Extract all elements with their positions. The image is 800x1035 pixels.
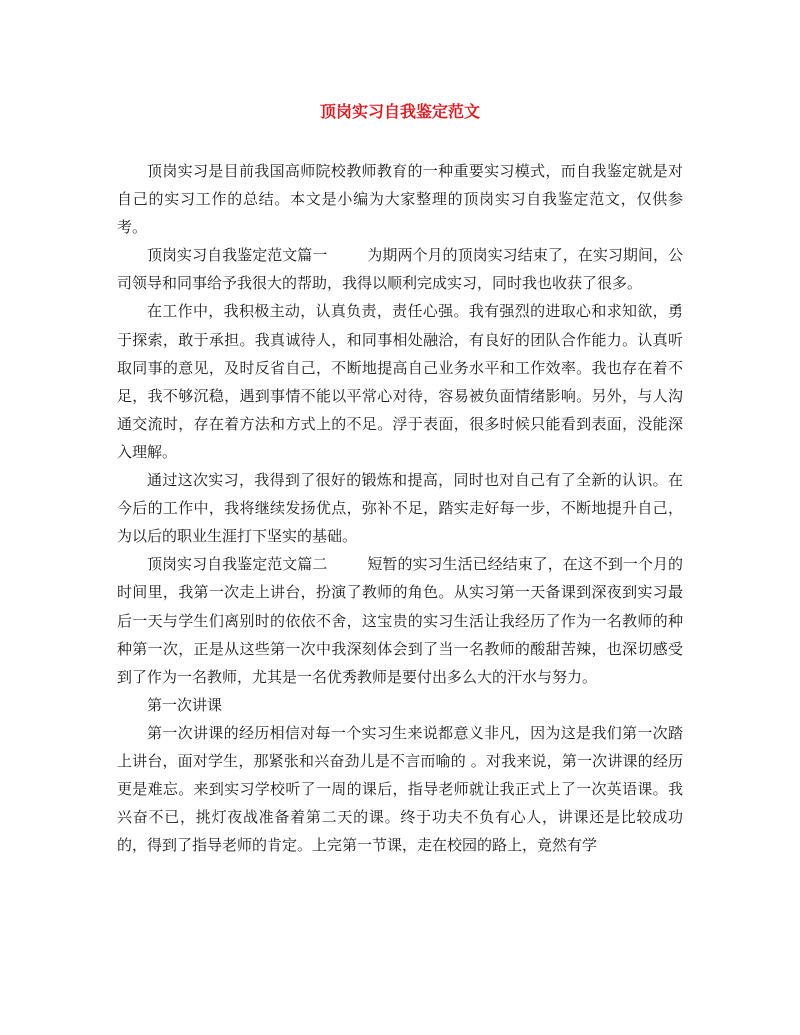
piece2-text-1: 短暂的实习生活已经结束了，在这不到一个月的时间里，我第一次走上讲台，扮演了教师的角色。从实习第一天备课到深夜到实习最后一天与学生们离别时的依依不舍，这宝贵的实习生活让我经历了作为一名教师的种种第一次，正是从这些第一次中我深刻体会到了当一名教师的酸甜苦辣，也深切感受到了作为一名教师，尤其是一名优秀教师是要付出多么大的汗水与努力。 [117, 555, 683, 686]
piece2-paragraph-1 [117, 550, 683, 690]
document-body [117, 157, 683, 859]
piece1-paragraph-3: 通过这次实习，我得到了很好的锻炼和提高，同时也对自己有了全新的认识。在今后的工作中，我将继续发扬优点，弥补不足，踏实走好每一步，不断地提升自己，为以后的职业生涯打下坚实的基础。 [117, 471, 683, 546]
section-paragraph-1: 第一次讲课的经历相信对每一个实习生来说都意义非凡，因为这是我们第一次踏上讲台，面对学生，那紧张和兴奋劲儿是不言而喻的 。对我来说，第一次讲课的经历更是难忘。来到实习学校听了一周的课后，指导老师就让我正式上了一次英语课。我兴奋不已，挑灯夜战准备着第二天的课。终于功夫不负有心人，讲课还是比较成功的，得到了指导老师的肯定。上完第一节课，走在校园的路上，竟然有学 [117, 723, 683, 855]
document-title: 顶岗实习自我鉴定范文 [319, 102, 480, 121]
piece1-text-1: 为期两个月的顶岗实习结束了，在实习期间，公司领导和同事给予我很大的帮助，我得以顺利完成实习，同时我也收获了很多。 [117, 246, 683, 293]
piece1-paragraph-1 [117, 241, 683, 297]
piece1-heading: 顶岗实习自我鉴定范文篇一 [147, 246, 328, 265]
intro-paragraph: 顶岗实习是目前我国高师院校教师教育的一种重要实习模式，而自我鉴定就是对自己的实习工作的总结。本文是小编为大家整理的顶岗实习自我鉴定范文，仅供参考。 [117, 162, 683, 237]
section-heading: 第一次讲课 [147, 695, 223, 714]
piece2-heading: 顶岗实习自我鉴定范文篇二 [147, 555, 328, 574]
piece1-paragraph-2: 在工作中，我积极主动，认真负责，责任心强。我有强烈的进取心和求知欲，勇于探索，敢于承担。我真诚待人，和同事相处融洽，有良好的团队合作能力。认真听取同事的意见，及时反省自己，不断地提高自己业务水平和工作效率。我也存在着不足，我不够沉稳，遇到事情不能以平常心对待，容易被负面情绪影响。另外，与人沟通交流时，存在着方法和方式上的不足。浮于表面，很多时候只能看到表面，没能深入理解。 [117, 302, 683, 461]
